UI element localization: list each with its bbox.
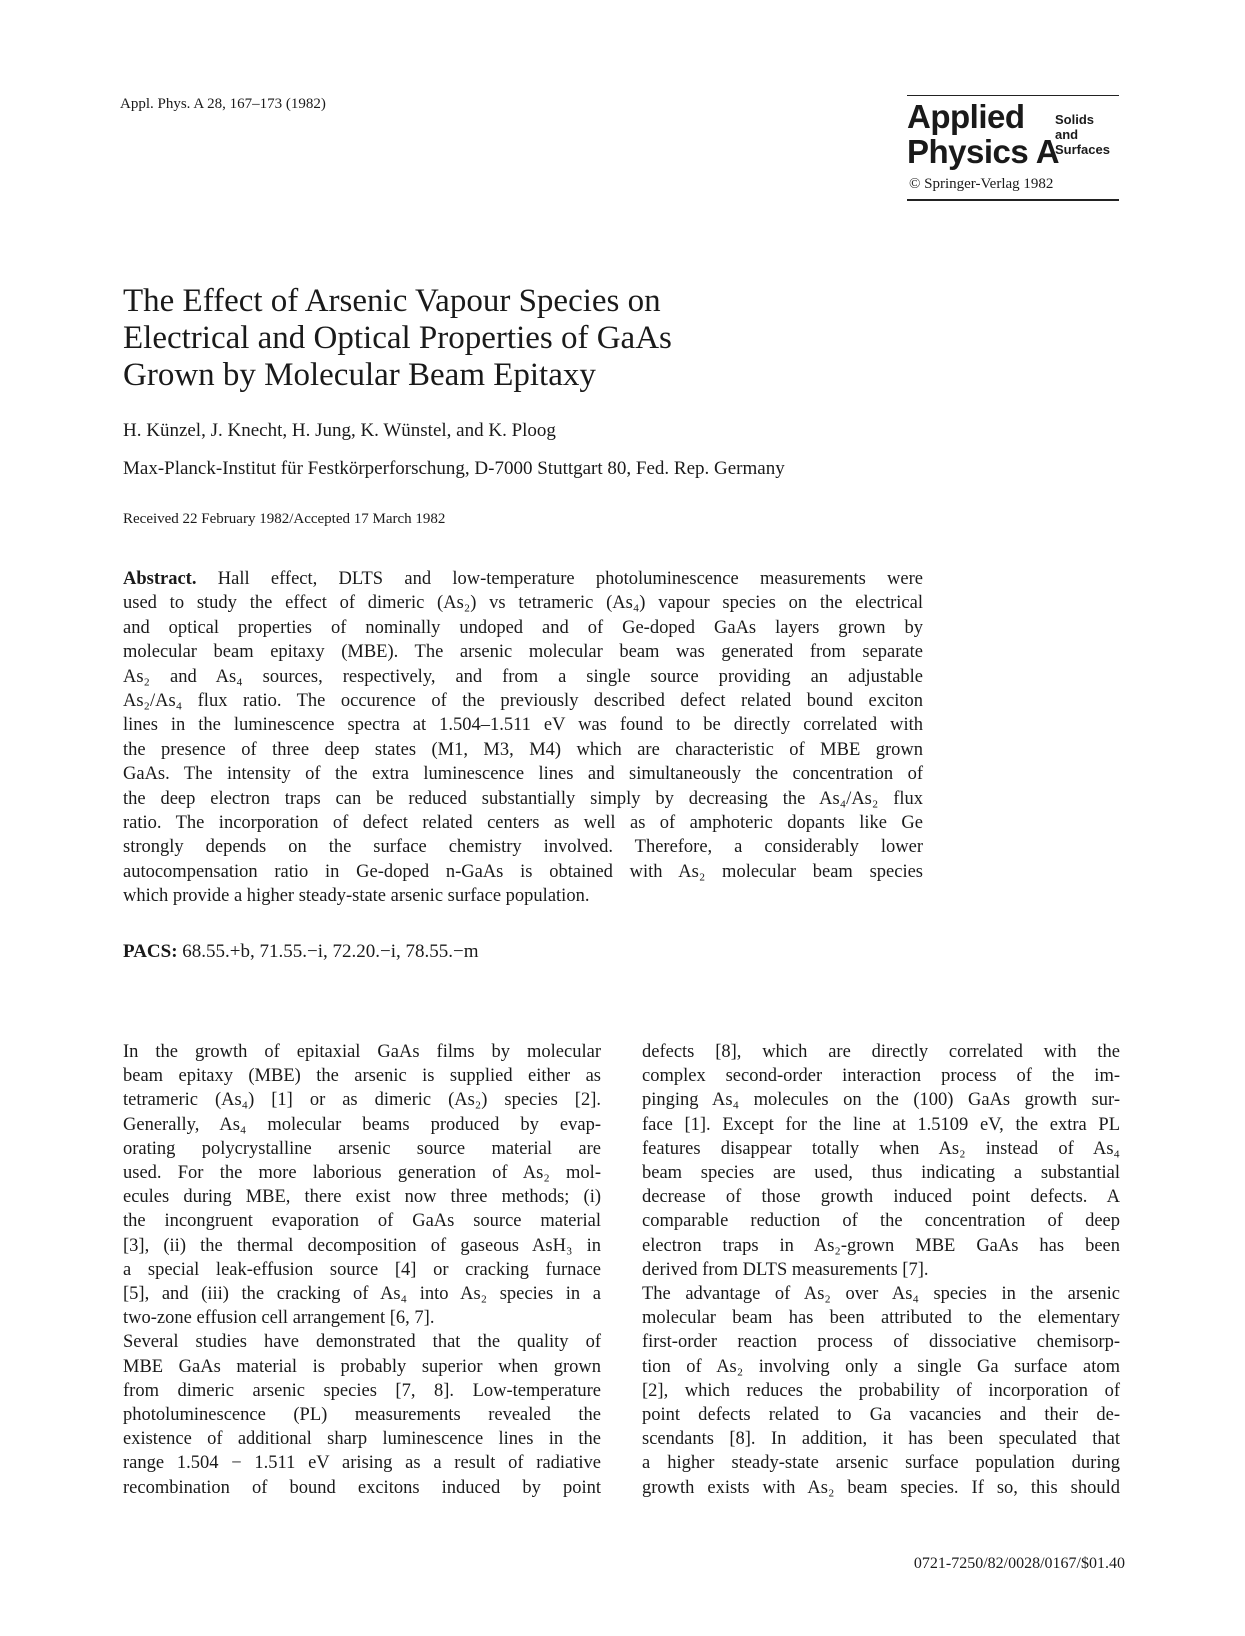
body-line: Several studies have demonstrated that the quality of	[123, 1332, 601, 1353]
logo-subtitle-solids: Solids	[1055, 112, 1095, 127]
abstract-line: autocompensation ratio in Ge-doped n-GaAs is obtained with As₂ molecular beam species	[123, 861, 923, 882]
body-line: tion of As₂ involving only a single Ga surface atom	[642, 1356, 1120, 1377]
copyright-notice: © Springer-Verlag 1982	[909, 176, 1054, 192]
body-line: ecules during MBE, there exist now three methods; (i)	[123, 1187, 601, 1208]
abstract-line: used to study the effect of dimeric (As₂) vs tetrameric (As₄) vapour species on the electrical	[123, 593, 923, 614]
abstract-line: the presence of three deep states (M1, M3, M4) which are characteristic of MBE grown	[123, 739, 923, 760]
body-line: growth exists with As₂ beam species. If so, this should	[642, 1477, 1120, 1498]
body-line: tetrameric (As₄) [1] or as dimeric (As₂) species [2].	[123, 1090, 601, 1111]
body-line: Generally, As₄ molecular beams produced by evap-	[123, 1114, 601, 1135]
received-dates: Received 22 February 1982/Accepted 17 March 1982	[123, 511, 446, 527]
body-line: pinging As₄ molecules on the (100) GaAs growth sur-	[642, 1090, 1120, 1111]
author-list: H. Künzel, J. Knecht, H. Jung, K. Wünstel, and K. Ploog	[123, 420, 556, 441]
logo-row-2	[907, 135, 1119, 170]
body-line: a higher steady-state arsenic surface population during	[642, 1453, 1120, 1474]
abstract-line: GaAs. The intensity of the extra luminescence lines and simultaneously the concentration of	[123, 764, 923, 785]
body-line: two-zone effusion cell arrangement [6, 7].	[123, 1308, 435, 1329]
abstract-line: and optical properties of nominally undoped and of Ge-doped GaAs layers grown by	[123, 617, 923, 638]
body-line: orating polycrystalline arsenic source material are	[123, 1138, 601, 1159]
article-title	[123, 283, 1023, 394]
body-line: derived from DLTS measurements [7].	[642, 1259, 929, 1280]
body-line: decrease of those growth induced point defects. A	[642, 1187, 1120, 1208]
title-line: The Effect of Arsenic Vapour Species on	[123, 283, 661, 319]
body-line: MBE GaAs material is probably superior when grown	[123, 1356, 601, 1377]
pacs-codes	[123, 941, 479, 963]
abstract-line: As₂/As₄ flux ratio. The occurence of the previously described defect related bound exciton	[123, 691, 923, 712]
body-line: the incongruent evaporation of GaAs source material	[123, 1211, 601, 1232]
body-line: range 1.504 − 1.511 eV arising as a result of radiative	[123, 1453, 601, 1474]
body-line: [5], and (iii) the cracking of As₄ into As₂ species in a	[123, 1284, 601, 1305]
body-line: face [1]. Except for the line at 1.5109 eV, the extra PL	[642, 1114, 1120, 1135]
body-line: recombination of bound excitons induced by point	[123, 1477, 601, 1498]
abstract-line: molecular beam epitaxy (MBE). The arsenic molecular beam was generated from separate	[123, 642, 923, 663]
abstract-line: the deep electron traps can be reduced substantially simply by decreasing the As₄/As₂ flux	[123, 788, 923, 809]
logo-top-rule	[907, 95, 1119, 96]
abstract-line: strongly depends on the surface chemistry involved. Therefore, a considerably lower	[123, 837, 923, 858]
title-line: Electrical and Optical Properties of GaAs	[123, 320, 672, 356]
body-line: [3], (ii) the thermal decomposition of gaseous AsH₃ in	[123, 1235, 601, 1256]
body-column-right	[642, 1040, 1120, 1500]
body-line: used. For the more laborious generation of As₂ mol-	[123, 1163, 601, 1184]
affiliation: Max-Planck-Institut für Festkörperforschung, D-7000 Stuttgart 80, Fed. Rep. Germany	[123, 458, 785, 479]
abstract-line: lines in the luminescence spectra at 1.504–1.511 eV was found to be directly correlated with	[123, 715, 923, 736]
body-line: point defects related to Ga vacancies and their de-	[642, 1405, 1120, 1426]
body-line: complex second-order interaction process of the im-	[642, 1066, 1120, 1087]
abstract-line: As₂ and As₄ sources, respectively, and from a single source providing an adjustable	[123, 666, 923, 687]
abstract-line: which provide a higher steady-state arsenic surface population.	[123, 886, 590, 907]
body-line: comparable reduction of the concentration of deep	[642, 1211, 1120, 1232]
body-line: molecular beam has been attributed to the elementary	[642, 1308, 1120, 1329]
body-line: The advantage of As₂ over As₄ species in the arsenic	[642, 1284, 1120, 1305]
body-column-left	[123, 1040, 601, 1500]
body-line: defects [8], which are directly correlated with the	[642, 1042, 1120, 1062]
logo-bottom-rule	[907, 199, 1119, 201]
abstract	[123, 567, 923, 909]
logo-word-applied: Applied	[907, 98, 1025, 135]
body-line: features disappear totally when As₂ instead of As₄	[642, 1138, 1120, 1159]
body-line: existence of additional sharp luminescence lines in the	[123, 1429, 601, 1450]
body-line: photoluminescence (PL) measurements revealed the	[123, 1405, 601, 1426]
logo-subtitle-surfaces: Surfaces	[1055, 142, 1110, 157]
body-line: from dimeric arsenic species [7, 8]. Low-temperature	[123, 1380, 601, 1401]
pacs-value: 68.55.+b, 71.55.−i, 72.20.−i, 78.55.−m	[177, 941, 479, 962]
body-line: a special leak-effusion source [4] or cracking furnace	[123, 1259, 601, 1280]
title-line: Grown by Molecular Beam Epitaxy	[123, 357, 596, 393]
journal-logo	[907, 95, 1119, 201]
body-line: beam species are used, thus indicating a substantial	[642, 1163, 1120, 1184]
body-line: [2], which reduces the probability of incorporation of	[642, 1380, 1120, 1401]
body-line: In the growth of epitaxial GaAs films by molecular	[123, 1042, 601, 1062]
body-line: first-order reaction process of dissociative chemisorp-	[642, 1332, 1120, 1353]
body-line: scendants [8]. In addition, it has been speculated that	[642, 1429, 1120, 1450]
journal-citation: Appl. Phys. A 28, 167–173 (1982)	[120, 96, 326, 112]
body-line: beam epitaxy (MBE) the arsenic is supplied either as	[123, 1066, 601, 1087]
abstract-label: Abstract.	[123, 569, 197, 589]
abstract-line: ratio. The incorporation of defect related centers as well as of amphoteric dopants like Ge	[123, 813, 923, 834]
pacs-label: PACS:	[123, 941, 178, 962]
logo-subtitle-and: and	[1055, 127, 1079, 142]
logo-word-physics: Physics A	[907, 133, 1060, 170]
body-line: electron traps in As₂-grown MBE GaAs has been	[642, 1235, 1120, 1256]
abstract-line: Abstract. Hall effect, DLTS and low-temperature photoluminescence measurements were	[123, 569, 923, 589]
article-code: 0721-7250/82/0028/0167/$01.40	[913, 1555, 1125, 1572]
